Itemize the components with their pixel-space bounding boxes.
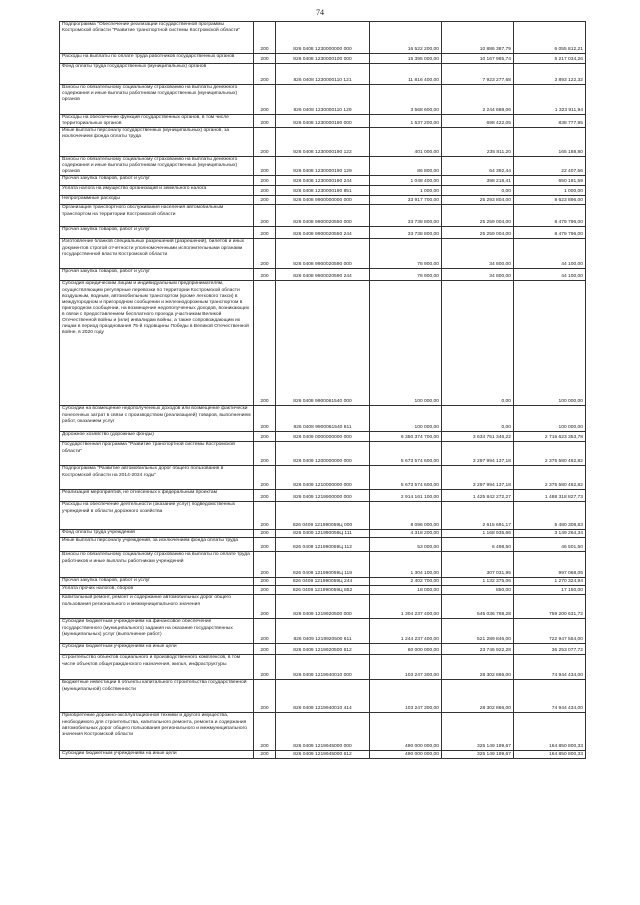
- row-admin-code: 200: [254, 713, 276, 751]
- row-approved-amount: 100 000,00: [370, 281, 442, 406]
- row-remaining-amount: 165 188,80: [514, 128, 586, 157]
- row-remaining-amount: 44 100,00: [514, 239, 586, 269]
- row-name: Капитальный ремонт, ремонт и содержание автомобильных дорог общего пользования регионального и межмуниципального значения: [60, 595, 254, 619]
- row-executed-amount: 10 886 387,79: [442, 22, 514, 54]
- table-row: [60, 269, 586, 281]
- row-approved-amount: 5 673 574 600,00: [370, 466, 442, 490]
- row-remaining-amount: 2 375 580 462,82: [514, 442, 586, 466]
- row-remaining-amount: 2 375 580 462,82: [514, 466, 586, 490]
- row-budget-code: 826 0408 9900000000 000: [276, 196, 370, 205]
- row-approved-amount: 6 350 374 700,00: [370, 432, 442, 442]
- row-remaining-amount: 100 000,00: [514, 281, 586, 406]
- row-executed-amount: 0,00: [442, 186, 514, 196]
- row-name: Государственная программа "Развитие транспортной системы Костромской области": [60, 442, 254, 466]
- table-row: [60, 586, 586, 595]
- row-name: Прочая закупка товаров, работ и услуг: [60, 227, 254, 239]
- row-executed-amount: 1 168 935,66: [442, 530, 514, 538]
- table-row: [60, 466, 586, 490]
- table-row: [60, 502, 586, 530]
- row-executed-amount: 2 615 691,17: [442, 502, 514, 530]
- row-admin-code: 200: [254, 115, 276, 128]
- row-name: Прочая закупка товаров, работ и услуг: [60, 578, 254, 586]
- row-budget-code: 826 0408 9900061540 811: [276, 406, 370, 432]
- row-approved-amount: 1 304 100,00: [370, 552, 442, 578]
- table-row: [60, 196, 586, 205]
- row-remaining-amount: 1 000,00: [514, 186, 586, 196]
- row-name: Изготовление бланков специальных разрешений (разрешений), билетов и иных документов строгой отчетности уполномоченными исполнительными органами государственной власти Костромской области: [60, 239, 254, 269]
- row-admin-code: 200: [254, 490, 276, 502]
- row-remaining-amount: 8 623 896,00: [514, 196, 586, 205]
- row-executed-amount: 2 244 688,06: [442, 85, 514, 115]
- row-executed-amount: 64 392,44: [442, 157, 514, 176]
- table-row: [60, 176, 586, 186]
- row-budget-code: 826 0409 121990059Ц 112: [276, 538, 370, 552]
- row-budget-code: 826 0408 1230000190 851: [276, 186, 370, 196]
- row-admin-code: 200: [254, 751, 276, 759]
- table-row: [60, 595, 586, 619]
- row-executed-amount: 34 800,00: [442, 239, 514, 269]
- row-remaining-amount: 1 488 318 827,73: [514, 490, 586, 502]
- row-approved-amount: 490 000 000,00: [370, 751, 442, 759]
- row-name: Взносы по обязательному социальному страхованию на выплаты денежного содержания и иные выплаты работникам государственных (муниципальных) органов: [60, 85, 254, 115]
- row-remaining-amount: 6 055 812,21: [514, 22, 586, 54]
- table-row: [60, 157, 586, 176]
- row-budget-code: 826 0409 1210000000 000: [276, 466, 370, 490]
- row-remaining-amount: 3 893 122,32: [514, 64, 586, 85]
- row-admin-code: 200: [254, 578, 276, 586]
- row-admin-code: 200: [254, 680, 276, 713]
- row-admin-code: 200: [254, 196, 276, 205]
- table-row: [60, 538, 586, 552]
- row-approved-amount: 60 000 000,00: [370, 644, 442, 655]
- row-budget-code: 826 0408 9900061540 000: [276, 281, 370, 406]
- table-row: [60, 54, 586, 64]
- row-admin-code: 200: [254, 281, 276, 406]
- row-budget-code: 826 0408 1230000190 129: [276, 157, 370, 176]
- row-budget-code: 826 0409 1200000000 000: [276, 442, 370, 466]
- row-budget-code: 826 0408 1230000110 129: [276, 85, 370, 115]
- row-name: Уплата налога на имущество организаций и земельного налога: [60, 186, 254, 196]
- row-name: Непрограммные расходы: [60, 196, 254, 205]
- row-remaining-amount: 17 150,00: [514, 586, 586, 595]
- row-remaining-amount: 36 253 077,72: [514, 644, 586, 655]
- row-budget-code: 826 0408 1230000110 121: [276, 64, 370, 85]
- row-name: Субсидии на возмещение недополученных доходов или возмещение фактически понесенных затрат в связи с производством (реализацией) товаров, выполнением работ, оказанием услуг: [60, 406, 254, 432]
- row-budget-code: 826 0409 1219945000 000: [276, 713, 370, 751]
- row-remaining-amount: 74 944 434,00: [514, 655, 586, 680]
- row-admin-code: 200: [254, 552, 276, 578]
- row-budget-code: 826 0409 121990059Ц 244: [276, 578, 370, 586]
- row-admin-code: 200: [254, 595, 276, 619]
- row-name: Уплата прочих налогов, сборов: [60, 586, 254, 595]
- row-executed-amount: 25 293 804,00: [442, 196, 514, 205]
- row-name: Подпрограмма "Обеспечение реализации государственной программы Костромской области "Развитие транспортной системы Костромской области": [60, 22, 254, 54]
- table-row: [60, 713, 586, 751]
- row-executed-amount: 3 297 994 137,18: [442, 442, 514, 466]
- row-budget-code: 826 0409 1219940010 000: [276, 655, 370, 680]
- row-executed-amount: 235 811,20: [442, 128, 514, 157]
- row-approved-amount: 103 247 300,00: [370, 680, 442, 713]
- table-row: [60, 281, 586, 406]
- row-admin-code: 200: [254, 502, 276, 530]
- row-remaining-amount: 997 068,05: [514, 552, 586, 578]
- row-budget-code: 826 0408 1230000190 244: [276, 176, 370, 186]
- row-name: Расходы на обеспечение деятельности (оказание услуг) подведомственных учреждений в области дорожного хозяйства: [60, 502, 254, 530]
- row-approved-amount: 490 000 000,00: [370, 713, 442, 751]
- row-executed-amount: 325 149 199,67: [442, 751, 514, 759]
- table-row: [60, 680, 586, 713]
- row-budget-code: 826 0409 1219920500 000: [276, 595, 370, 619]
- row-executed-amount: 25 259 004,00: [442, 205, 514, 227]
- row-budget-code: 826 0408 9900020550 000: [276, 205, 370, 227]
- row-executed-amount: 3 297 994 137,18: [442, 466, 514, 490]
- row-remaining-amount: 74 944 434,00: [514, 680, 586, 713]
- row-budget-code: 826 0409 1219900000 000: [276, 490, 370, 502]
- row-executed-amount: 850,00: [442, 586, 514, 595]
- table-row: [60, 432, 586, 442]
- row-remaining-amount: 8 479 796,00: [514, 227, 586, 239]
- row-remaining-amount: 5 217 034,26: [514, 54, 586, 64]
- row-approved-amount: 86 800,00: [370, 157, 442, 176]
- row-executed-amount: 28 302 866,00: [442, 655, 514, 680]
- row-name: Фонд оплаты труда учреждений: [60, 530, 254, 538]
- row-executed-amount: 25 259 004,00: [442, 227, 514, 239]
- row-remaining-amount: 5 480 308,83: [514, 502, 586, 530]
- row-name: Бюджетные инвестиции в объекты капитального строительства государственной (муниципальной) собственности: [60, 680, 254, 713]
- table-row: [60, 85, 586, 115]
- row-executed-amount: 521 289 846,00: [442, 619, 514, 644]
- row-budget-code: 826 0408 1230000100 000: [276, 54, 370, 64]
- row-name: Субсидия юридическим лицам и индивидуальным предпринимателям, осуществляющим регулярные перевозки по территории Костромской области воздушным, водным, автомобильным транспортом (кроме легкового такси) в междугородном и пригородном сообщении и железнодорожным транспортом в пригородном сообщении, на возмещение недополученных доходов, возникающих в связи с предоставлением бесплатного проезда участникам Великой Отечественной войны и (или) инвалидам войны, а также сопровождающим их лицам в период празднования 75-й годовщины Победы в Великой Отечественной войне, в 2020 году: [60, 281, 254, 406]
- table-row: [60, 64, 586, 85]
- row-name: Субсидии бюджетным учреждениям на финансовое обеспечение государственного (муниципального) задания на оказание государственных (муниципальных) услуг (выполнение работ): [60, 619, 254, 644]
- row-approved-amount: 4 318 200,00: [370, 530, 442, 538]
- row-admin-code: 200: [254, 619, 276, 644]
- row-executed-amount: 10 167 965,74: [442, 54, 514, 64]
- row-admin-code: 200: [254, 432, 276, 442]
- row-executed-amount: 28 302 866,00: [442, 680, 514, 713]
- table-row: [60, 552, 586, 578]
- row-remaining-amount: 722 947 554,00: [514, 619, 586, 644]
- row-approved-amount: 16 522 200,00: [370, 22, 442, 54]
- row-remaining-amount: 1 323 911,94: [514, 85, 586, 115]
- row-remaining-amount: 164 850 800,33: [514, 751, 586, 759]
- row-admin-code: 200: [254, 227, 276, 239]
- row-approved-amount: 15 395 000,00: [370, 54, 442, 64]
- row-remaining-amount: 3 149 264,34: [514, 530, 586, 538]
- row-remaining-amount: 650 181,59: [514, 176, 586, 186]
- row-remaining-amount: 164 850 800,33: [514, 713, 586, 751]
- row-executed-amount: 398 218,41: [442, 176, 514, 186]
- table-row: [60, 22, 586, 54]
- table-row: [60, 751, 586, 759]
- row-approved-amount: 5 673 574 600,00: [370, 442, 442, 466]
- row-approved-amount: 8 096 000,00: [370, 502, 442, 530]
- row-admin-code: 200: [254, 85, 276, 115]
- row-budget-code: 826 0409 1219920500 611: [276, 619, 370, 644]
- row-name: Подпрограмма "Развитие автомобильных дорог общего пользования в Костромской области на 2014-2024 годы": [60, 466, 254, 490]
- row-name: Иные выплаты персоналу учреждений, за исключением фонда оплаты труда: [60, 538, 254, 552]
- row-approved-amount: 33 917 700,00: [370, 196, 442, 205]
- row-admin-code: 200: [254, 22, 276, 54]
- row-executed-amount: 23 746 922,28: [442, 644, 514, 655]
- row-remaining-amount: 8 479 796,00: [514, 205, 586, 227]
- table-row: [60, 115, 586, 128]
- row-admin-code: 200: [254, 157, 276, 176]
- row-budget-code: 826 0409 1219945000 612: [276, 751, 370, 759]
- row-remaining-amount: 100 000,00: [514, 406, 586, 432]
- row-executed-amount: 698 422,05: [442, 115, 514, 128]
- row-remaining-amount: 46 501,50: [514, 538, 586, 552]
- row-executed-amount: 545 036 768,28: [442, 595, 514, 619]
- row-executed-amount: 0,00: [442, 406, 514, 432]
- row-approved-amount: 53 000,00: [370, 538, 442, 552]
- row-name: Расходы на выплаты по оплате труда работников государственных органов: [60, 54, 254, 64]
- row-name: Иные выплаты персоналу государственных (муниципальных) органов, за исключением фонда оплаты труда: [60, 128, 254, 157]
- table-row: [60, 186, 586, 196]
- row-approved-amount: 100 000,00: [370, 406, 442, 432]
- table-row: [60, 128, 586, 157]
- page-number: 74: [316, 8, 324, 17]
- row-budget-code: 826 0409 121990059Ц 852: [276, 586, 370, 595]
- row-name: Расходы на обеспечение функций государственных органов, в том числе территориальных органов: [60, 115, 254, 128]
- table-row: [60, 442, 586, 466]
- row-name: Прочая закупка товаров, работ и услуг: [60, 176, 254, 186]
- row-approved-amount: 1 244 237 400,00: [370, 619, 442, 644]
- row-budget-code: 826 0409 121990059Ц 111: [276, 530, 370, 538]
- row-budget-code: 826 0409 121990059Ц 000: [276, 502, 370, 530]
- row-admin-code: 200: [254, 269, 276, 281]
- row-name: Приобретение дорожно-эксплуатационной техники и другого имущества, необходимого для строительства, капитального ремонта, ремонта и содержания автомобильных дорог общего пользования регионального и межмуниципального значения Костромской области: [60, 713, 254, 751]
- table-row: [60, 655, 586, 680]
- row-admin-code: 200: [254, 64, 276, 85]
- row-budget-code: 826 0409 1219940010 414: [276, 680, 370, 713]
- table-row: [60, 205, 586, 227]
- row-approved-amount: 1 048 400,00: [370, 176, 442, 186]
- table-row: [60, 578, 586, 586]
- row-executed-amount: 3 634 751 346,22: [442, 432, 514, 442]
- table-body: [60, 22, 586, 759]
- row-name: Организация транспортного обслуживания населения автомобильным транспортом на территории Костромской области: [60, 205, 254, 227]
- row-executed-amount: 1 132 375,06: [442, 578, 514, 586]
- row-approved-amount: 1 304 237 400,00: [370, 595, 442, 619]
- row-approved-amount: 1 537 200,00: [370, 115, 442, 128]
- row-remaining-amount: 2 715 623 353,78: [514, 432, 586, 442]
- row-admin-code: 200: [254, 205, 276, 227]
- row-budget-code: 826 0408 1230000190 000: [276, 115, 370, 128]
- row-approved-amount: 103 247 300,00: [370, 655, 442, 680]
- row-remaining-amount: 759 200 631,72: [514, 595, 586, 619]
- row-name: Фонд оплаты труда государственных (муниципальных) органов: [60, 64, 254, 85]
- row-approved-amount: 1 000,00: [370, 186, 442, 196]
- table-row: [60, 530, 586, 538]
- row-admin-code: 200: [254, 176, 276, 186]
- row-executed-amount: 34 800,00: [442, 269, 514, 281]
- row-name: Строительство объектов социального и производственного комплексов, в том числе объектов общегражданского назначения, жилья, инфраструктуры: [60, 655, 254, 680]
- row-admin-code: 200: [254, 54, 276, 64]
- row-admin-code: 200: [254, 239, 276, 269]
- row-admin-code: 200: [254, 406, 276, 432]
- row-budget-code: 826 0409 0000000000 000: [276, 432, 370, 442]
- row-approved-amount: 33 738 800,00: [370, 227, 442, 239]
- row-budget-code: 826 0408 9900020590 244: [276, 269, 370, 281]
- row-approved-amount: 78 900,00: [370, 269, 442, 281]
- row-approved-amount: 401 000,00: [370, 128, 442, 157]
- row-admin-code: 200: [254, 655, 276, 680]
- row-approved-amount: 2 914 161 100,00: [370, 490, 442, 502]
- row-remaining-amount: 22 407,56: [514, 157, 586, 176]
- row-executed-amount: 307 031,95: [442, 552, 514, 578]
- row-admin-code: 200: [254, 586, 276, 595]
- row-remaining-amount: 44 100,00: [514, 269, 586, 281]
- row-executed-amount: 325 149 199,67: [442, 713, 514, 751]
- row-budget-code: 826 0408 1230000190 122: [276, 128, 370, 157]
- table-row: [60, 227, 586, 239]
- table-row: [60, 239, 586, 269]
- row-admin-code: 200: [254, 186, 276, 196]
- row-name: Дорожное хозяйство (дорожные фонды): [60, 432, 254, 442]
- row-name: Субсидии бюджетным учреждениям на иные цели: [60, 644, 254, 655]
- row-name: Субсидии бюджетным учреждениям на иные цели: [60, 751, 254, 759]
- budget-execution-table: [59, 21, 586, 759]
- row-name: Реализация мероприятий, не отнесенных к федеральным проектам: [60, 490, 254, 502]
- row-budget-code: 826 0409 1219920500 612: [276, 644, 370, 655]
- table-row: [60, 619, 586, 644]
- table-row: [60, 490, 586, 502]
- row-admin-code: 200: [254, 530, 276, 538]
- table-row: [60, 644, 586, 655]
- row-approved-amount: 11 816 400,00: [370, 64, 442, 85]
- row-remaining-amount: 838 777,95: [514, 115, 586, 128]
- row-budget-code: 826 0408 9900020590 000: [276, 239, 370, 269]
- row-executed-amount: 7 923 277,68: [442, 64, 514, 85]
- row-approved-amount: 33 738 800,00: [370, 205, 442, 227]
- row-admin-code: 200: [254, 466, 276, 490]
- row-admin-code: 200: [254, 128, 276, 157]
- row-approved-amount: 18 000,00: [370, 586, 442, 595]
- row-remaining-amount: 1 270 324,94: [514, 578, 586, 586]
- row-name: Взносы по обязательному социальному страхованию на выплаты по оплате труда работников и иные выплаты работникам учреждений: [60, 552, 254, 578]
- row-admin-code: 200: [254, 644, 276, 655]
- table-row: [60, 406, 586, 432]
- row-approved-amount: 78 900,00: [370, 239, 442, 269]
- row-budget-code: 826 0409 121990059Ц 119: [276, 552, 370, 578]
- row-budget-code: 826 0408 9900020550 244: [276, 227, 370, 239]
- row-admin-code: 200: [254, 538, 276, 552]
- row-executed-amount: 0,00: [442, 281, 514, 406]
- row-executed-amount: 6 498,50: [442, 538, 514, 552]
- row-executed-amount: 1 425 842 272,27: [442, 490, 514, 502]
- row-approved-amount: 3 568 600,00: [370, 85, 442, 115]
- row-budget-code: 826 0408 1230000000 000: [276, 22, 370, 54]
- row-name: Взносы по обязательному социальному страхованию на выплаты денежного содержания и иные выплаты работникам государственных (муниципальных) органов: [60, 157, 254, 176]
- row-admin-code: 200: [254, 442, 276, 466]
- row-approved-amount: 2 402 700,00: [370, 578, 442, 586]
- row-name: Прочая закупка товаров, работ и услуг: [60, 269, 254, 281]
